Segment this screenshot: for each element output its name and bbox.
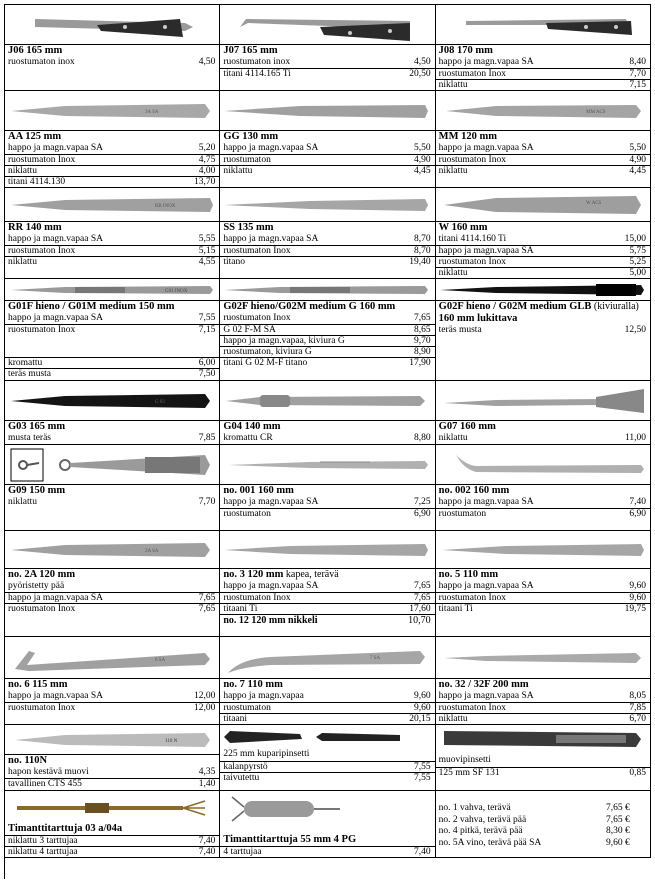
price-line: niklattu 4,45: [220, 165, 434, 176]
product-title: no. 002 160 mm: [438, 485, 510, 496]
product-image-rr: [5, 188, 219, 222]
price-line: ruostumaton Inox 9,60: [436, 592, 650, 603]
price-line: musta teräs 7,85: [8, 433, 216, 443]
tweezers-no110n-drawing: [5, 725, 219, 755]
price-line: tavallinen CTS 455 1,40: [5, 778, 219, 789]
product-image-mm: [436, 91, 650, 131]
price-line: titani 4114.160 Ti 15,00: [438, 234, 646, 244]
tweezers-g02-glb-drawing: [436, 279, 650, 301]
price-line: kromattu 6,00: [5, 357, 219, 368]
price-line: teräs musta 12,50: [438, 325, 646, 335]
price-line: ruostumaton Inox 4,75: [5, 154, 219, 165]
product-title: no. 3 120 mm kapea, terävä: [223, 569, 339, 580]
tweezers-g09-drawing: [5, 445, 219, 485]
product-title: W 160 mm: [438, 222, 488, 233]
product-title: no. 001 160 mm: [223, 485, 294, 496]
tweezers-no001-drawing: [220, 445, 434, 485]
tweezers-g01-drawing: [5, 279, 219, 301]
row-8: [5, 637, 651, 725]
price-line: ruostumaton, kiviura G 8,90: [220, 346, 434, 357]
product-title: no. 7 110 mm: [223, 679, 283, 690]
product-diamond-55: [220, 791, 435, 858]
product-plastic: [436, 725, 651, 791]
tweezers-no2a-drawing: [5, 531, 219, 569]
product-no002: [436, 445, 651, 531]
product-image-plastic: [436, 725, 650, 755]
tweezers-no3-drawing: [220, 531, 434, 569]
product-image-j08: [436, 5, 650, 45]
product-image-no110n: [5, 725, 219, 755]
price-line: ruostumaton inox 4,50: [223, 57, 431, 67]
product-image-no2a: [5, 531, 219, 569]
price-line: titano 19,40: [220, 256, 434, 267]
tweezers-copper-drawing: [220, 725, 434, 749]
product-image-g04: [220, 381, 434, 421]
price-line: happo ja magn.vapaa SA 7,25: [223, 497, 431, 507]
product-mm: [436, 91, 651, 188]
price-line: happo ja magn.vapaa SA 5,75: [436, 245, 650, 256]
product-image-g02-glb: [436, 279, 650, 301]
row-6: [5, 445, 651, 531]
price-line: ruostumaton Inox 12,00: [5, 702, 219, 713]
price-line: happo ja magn.vapaa SA 5,20: [8, 143, 216, 153]
product-image-diamond-03a: [5, 791, 219, 823]
product-title: GG 130 mm: [223, 131, 279, 142]
product-g04: [220, 381, 435, 445]
product-title: RR 140 mm: [8, 222, 62, 233]
price-line: titaani Ti 17,60: [220, 603, 434, 614]
product-title: no. 110N: [8, 755, 48, 766]
row-1: [5, 5, 651, 91]
price-line: ruostumaton 9,60: [220, 702, 434, 713]
row-3: [5, 188, 651, 279]
tweezers-g07-drawing: [436, 381, 650, 421]
product-title: AA 125 mm: [8, 131, 62, 142]
product-title: MM 120 mm: [438, 131, 497, 142]
svg-text:6 SA: 6 SA: [155, 658, 166, 663]
product-title: no. 2A 120 mm: [8, 569, 76, 580]
product-g03: [5, 381, 220, 445]
product-image-no32: [436, 637, 650, 679]
price-line: happo ja magn.vapaa 9,60: [223, 691, 431, 701]
price-line: ruostumaton Inox 7,85: [436, 702, 650, 713]
price-line: happo ja magn.vapaa SA 7,65: [223, 581, 431, 591]
product-j06: [5, 5, 220, 91]
price-line: happo ja magn.vapaa SA 12,00: [8, 691, 216, 701]
product-g01: [5, 279, 220, 381]
product-no110n: [5, 725, 220, 791]
row-5: [5, 381, 651, 445]
svg-text:7 SA: 7 SA: [370, 656, 381, 661]
product-g09: [5, 445, 220, 531]
product-image-no6: [5, 637, 219, 679]
svg-text:W ACS: W ACS: [585, 201, 601, 206]
svg-text:3A SA: 3A SA: [145, 110, 159, 115]
product-g02-glb: [436, 279, 651, 381]
price-line: no. 1 vahva, terävä 7,65 €: [438, 803, 630, 813]
row-4: [5, 279, 651, 381]
product-heading: 225 mm kuparipinsetti: [223, 749, 310, 759]
tweezers-w-drawing: [436, 188, 650, 222]
product-image-copper: [220, 725, 434, 749]
tweezers-mm-drawing: [436, 91, 650, 131]
svg-text:2A SA: 2A SA: [145, 549, 159, 554]
tweezers-j08-drawing: [436, 5, 650, 45]
product-image-j07: [220, 5, 434, 45]
product-title: G02F hieno/G02M medium G 160 mm: [223, 301, 396, 312]
product-heading: muovipinsetti: [438, 755, 491, 765]
price-line: ruostumaton Inox 4,90: [436, 154, 650, 165]
tweezers-j07-drawing: [220, 5, 434, 45]
product-title: no. 32 / 32F 200 mm: [438, 679, 529, 690]
tweezers-rr-drawing: [5, 188, 219, 222]
product-gg: [220, 91, 435, 188]
product-title: J06 165 mm: [8, 45, 63, 56]
price-line: happo ja magn.vapaa SA 5,50: [223, 143, 431, 153]
price-line: ruostumaton inox 4,50: [8, 57, 216, 67]
product-title: G09 150 mm: [8, 485, 66, 496]
tweezers-plastic-drawing: [436, 725, 650, 755]
product-title: Timanttitarttuja 55 mm 4 PG: [223, 834, 357, 845]
price-line: happo ja magn.vapaa SA 9,60: [438, 581, 646, 591]
price-line: happo ja magn.vapaa SA 7,65: [5, 592, 219, 603]
diamond-holder-03a-drawing: [5, 791, 219, 823]
price-line: niklattu 6,70: [436, 713, 650, 724]
product-image-no7: [220, 637, 434, 679]
product-title: no. 5 110 mm: [438, 569, 499, 580]
tweezers-no002-drawing: [436, 445, 650, 485]
price-line: ruostumaton Inox 8,70: [220, 245, 434, 256]
price-line: happo ja magn.vapaa SA 8,05: [438, 691, 646, 701]
product-title: no. 6 115 mm: [8, 679, 68, 690]
price-line: no. 4 pitkä, terävä pää 8,30 €: [438, 826, 630, 836]
price-line: niklattu 7,15: [436, 79, 650, 90]
price-line: taivutettu 7,55: [220, 772, 434, 783]
product-no001: [220, 445, 435, 531]
price-line: pyöristetty pää: [8, 581, 65, 591]
svg-text:G 03: G 03: [155, 400, 165, 405]
product-image-no5: [436, 531, 650, 569]
product-diamond-03a: [5, 791, 220, 858]
price-line: ruostumaton Inox 7,70: [436, 68, 650, 79]
product-image-aa: [5, 91, 219, 131]
tweezers-gg-drawing: [220, 91, 434, 131]
product-image-no002: [436, 445, 650, 485]
product-title: G03 165 mm: [8, 421, 66, 432]
price-line: ruostumaton 4,90: [220, 154, 434, 165]
product-image-g01: [5, 279, 219, 301]
price-line: no. 12 120 mm nikkeli 10,70: [220, 614, 434, 625]
tweezers-j06-drawing: [5, 5, 219, 45]
tweezers-aa-drawing: [5, 91, 219, 131]
diamond-holder-55-drawing: [220, 791, 434, 834]
product-title: G01F hieno / G01M medium 150 mm: [8, 301, 175, 312]
price-line: 4 tarttujaa 7,40: [220, 846, 434, 857]
price-line: ruostumaton Inox 7,65: [220, 592, 434, 603]
extra-price-list: [436, 791, 651, 858]
product-image-g02: [220, 279, 434, 301]
product-title: SS 135 mm: [223, 222, 274, 233]
tweezers-g03-drawing: [5, 381, 219, 421]
product-copper: [220, 725, 435, 791]
product-rr: [5, 188, 220, 279]
product-image-w: [436, 188, 650, 222]
row-9: [5, 725, 651, 791]
price-line: ruostumaton Inox 5,25: [436, 256, 650, 267]
price-line: ruostumaton Inox 7,65: [5, 603, 219, 614]
price-line: titani 4114.130 13,70: [5, 176, 219, 187]
price-line: happo ja magn.vapaa SA 5,55: [8, 234, 216, 244]
product-g02: [220, 279, 435, 381]
product-w: [436, 188, 651, 279]
price-line: ruostumaton Inox 5,15: [5, 245, 219, 256]
price-line: happo ja magn.vapaa SA 5,50: [438, 143, 646, 153]
price-line: niklattu 11,00: [438, 433, 646, 443]
product-title: G07 160 mm: [438, 421, 496, 432]
product-image-g03: [5, 381, 219, 421]
product-ss: [220, 188, 435, 279]
product-aa: [5, 91, 220, 188]
product-j08: [436, 5, 651, 91]
product-image-ss: [220, 188, 434, 222]
price-line: titani 4114.165 Ti 20,50: [220, 68, 434, 79]
price-line: niklattu 3 tarttujaa 7,40: [5, 835, 219, 846]
product-title: G02F hieno / G02M medium GLB (kiviuralla): [438, 301, 639, 312]
product-no6: [5, 637, 220, 725]
price-line: no. 5A vino, terävä pää SA 9,60 €: [438, 837, 630, 848]
svg-text:G01 INOX: G01 INOX: [165, 289, 188, 294]
row-7: [5, 531, 651, 637]
price-line: happo ja magn.vapaa SA 8,70: [223, 234, 431, 244]
product-g07: [436, 381, 651, 445]
product-title: J08 170 mm: [438, 45, 493, 56]
price-line: happo ja magn.vapaa SA 8,40: [438, 57, 646, 67]
tweezers-ss-drawing: [220, 188, 434, 222]
price-line: teräs musta 7,50: [5, 368, 219, 379]
svg-text:110 N: 110 N: [165, 739, 178, 744]
tweezers-no7-drawing: [220, 637, 434, 679]
row-10: [5, 791, 651, 858]
product-no2a: [5, 531, 220, 637]
price-line: niklattu 4,55: [5, 256, 219, 267]
price-line: ruostumaton 6,90: [436, 508, 650, 519]
product-image-diamond-55: [220, 791, 434, 834]
tweezers-no5-drawing: [436, 531, 650, 569]
product-no7: [220, 637, 435, 725]
tweezers-price-sheet: [4, 4, 651, 879]
price-line: happo ja magn.vapaa SA 7,40: [438, 497, 646, 507]
product-image-gg: [220, 91, 434, 131]
price-line: ruostumaton 6,90: [220, 508, 434, 519]
price-line: niklattu 5,00: [436, 267, 650, 278]
price-line: happo ja magn.vapaa, kiviura G 9,70: [220, 335, 434, 346]
tweezers-g04-drawing: [220, 381, 434, 421]
price-line: happo ja magn.vapaa SA 7,55: [8, 313, 216, 323]
price-line: niklattu 4,00: [5, 165, 219, 176]
product-j07: [220, 5, 435, 91]
price-line: ruostumaton Inox 7,65: [223, 313, 431, 323]
price-line: titaani Ti 19,75: [436, 603, 650, 614]
product-no32: [436, 637, 651, 725]
price-line: niklattu 7,70: [8, 497, 216, 507]
product-image-j06: [5, 5, 219, 45]
product-no5: [436, 531, 651, 637]
price-line: G 02 F-M SA 8,65: [220, 324, 434, 335]
row-2: [5, 91, 651, 188]
price-line: kalanpyrstö 7,55: [220, 761, 434, 772]
svg-text:MM ACS: MM ACS: [585, 110, 606, 115]
price-line: 125 mm SF 131 0,85: [436, 767, 650, 778]
product-image-g07: [436, 381, 650, 421]
product-title: G04 140 mm: [223, 421, 281, 432]
svg-text:RR INOX: RR INOX: [155, 204, 176, 209]
tweezers-no6-drawing: [5, 637, 219, 679]
price-line: hapon kestävä muovi 4,35: [8, 767, 216, 777]
product-image-g09: [5, 445, 219, 485]
tweezers-no32-drawing: [436, 637, 650, 679]
product-title: Timanttitarttuja 03 a/04a: [8, 823, 123, 834]
product-image-no001: [220, 445, 434, 485]
price-line: niklattu 4 tarttujaa 7,40: [5, 846, 219, 857]
price-line: titaani 20,15: [220, 713, 434, 724]
price-line: no. 2 vahva, terävä pää 7,65 €: [438, 814, 630, 825]
product-title: J07 165 mm: [223, 45, 278, 56]
price-line: kromattu CR 8,80: [223, 433, 431, 443]
price-line: ruostumaton Inox 7,15: [5, 324, 219, 335]
product-image-no3: [220, 531, 434, 569]
price-line: niklattu 4,45: [436, 165, 650, 176]
tweezers-g02-drawing: [220, 279, 434, 301]
product-no3: [220, 531, 435, 637]
product-subtitle: 160 mm lukittava: [438, 313, 518, 324]
price-line: titani G 02 M-F titano 17,90: [220, 357, 434, 368]
